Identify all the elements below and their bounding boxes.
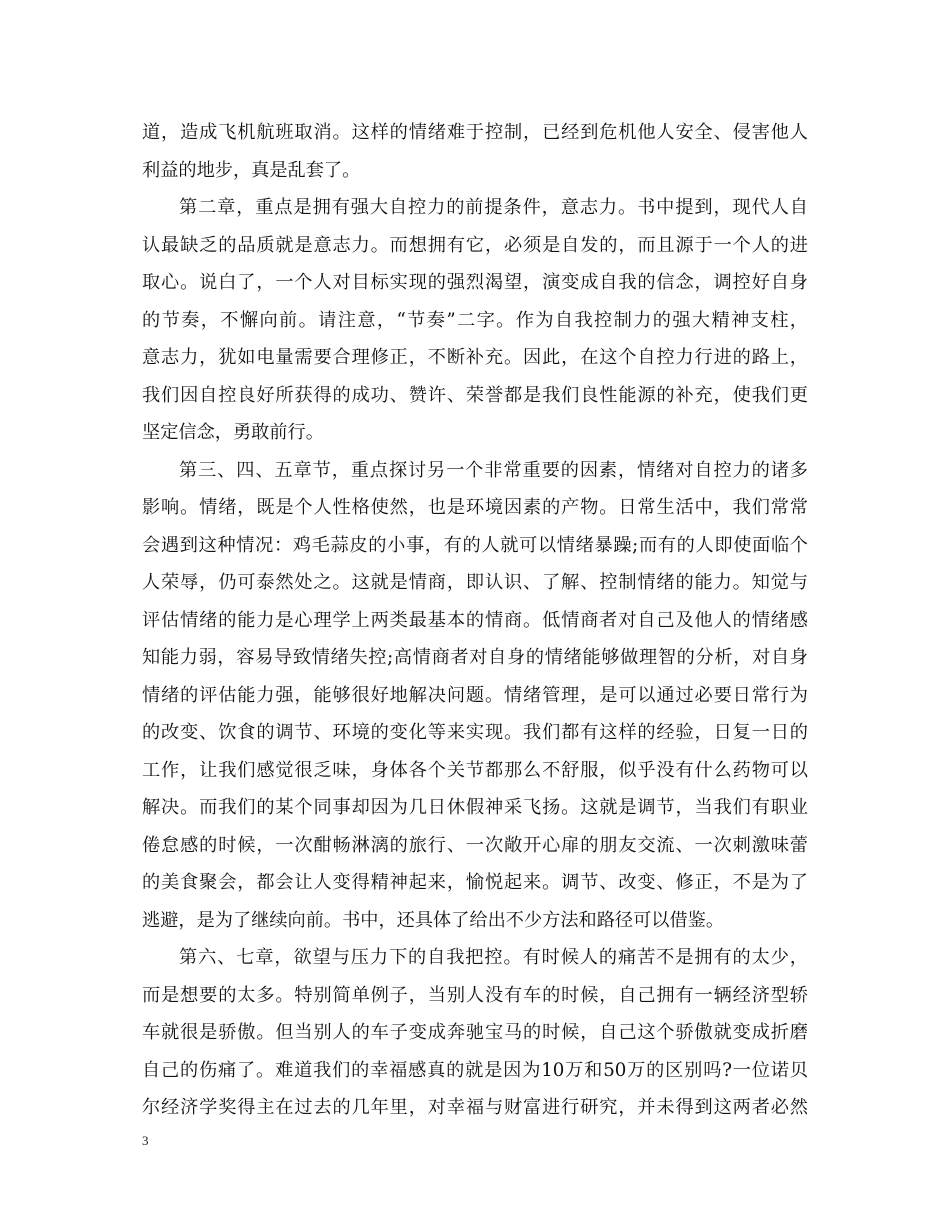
text-line: 人荣辱，仍可泰然处之。这就是情商，即认识、了解、控制情绪的能力。知觉与	[142, 572, 808, 593]
text-line: 尔经济学奖得主在过去的几年里，对幸福与财富进行研究，并未得到这两者必然	[142, 1097, 808, 1118]
text-line: 影响。情绪，既是个人性格使然，也是环境因素的产物。日常生活中，我们常常	[142, 497, 808, 518]
text-line: 我们因自控良好所获得的成功、赞许、荣誉都是我们良性能源的补充，使我们更	[142, 384, 808, 406]
text-line: 坚定信念，勇敢前行。	[142, 422, 324, 443]
text-line: 的改变、饮食的调节、环境的变化等来实现。我们都有这样的经验，日复一日的	[142, 722, 808, 743]
text-line: 而是想要的太多。特别简单例子，当别人没有车的时候，自己拥有一辆经济型轿	[142, 984, 808, 1006]
page-number: 3	[142, 1133, 149, 1148]
text-line: 情绪的评估能力强，能够很好地解决问题。情绪管理，是可以通过必要日常行为	[142, 684, 808, 706]
text-line: 第六、七章，欲望与压力下的自我把控。有时候人的痛苦不是拥有的太少，	[179, 947, 808, 968]
text-line: 第二章，重点是拥有强大自控力的前提条件，意志力。书中提到，现代人自	[179, 197, 808, 218]
text-line: 会遇到这种情况：鸡毛蒜皮的小事，有的人就可以情绪暴躁;而有的人即使面临个	[142, 534, 808, 556]
text-line: 取心。说白了，一个人对目标实现的强烈渴望，演变成自我的信念，调控好自身	[142, 272, 808, 293]
text-line: 工作，让我们感觉很乏味，身体各个关节都那么不舒服，似乎没有什么药物可以	[142, 759, 808, 781]
text-line: 解决。而我们的某个同事却因为几日休假神采飞扬。这就是调节，当我们有职业	[142, 797, 808, 818]
text-line: 倦怠感的时候，一次酣畅淋漓的旅行、一次敞开心扉的朋友交流、一次刺激味蕾	[142, 834, 808, 856]
text-line: 自己的伤痛了。难道我们的幸福感真的就是因为10万和50万的区别吗?一位诺贝	[142, 1059, 808, 1081]
text-line: 道，造成飞机航班取消。这样的情绪难于控制，已经到危机他人安全、侵害他人	[142, 122, 808, 143]
document-body	[142, 114, 808, 1127]
text-line: 逃避，是为了继续向前。书中，还具体了给出不少方法和路径可以借鉴。	[142, 909, 725, 931]
text-line: 的美食聚会，都会让人变得精神起来，愉悦起来。调节、改变、修正，不是为了	[142, 872, 808, 893]
text-line: 认最缺乏的品质就是意志力。而想拥有它，必须是自发的，而且源于一个人的进	[142, 234, 808, 256]
text-line: 意志力，犹如电量需要合理修正，不断补充。因此，在这个自控力行进的路上，	[142, 347, 808, 368]
text-line: 评估情绪的能力是心理学上两类最基本的情商。低情商者对自己及他人的情绪感	[142, 609, 808, 631]
text-line: 第三、四、五章节，重点探讨另一个非常重要的因素，情绪对自控力的诸多	[179, 459, 808, 481]
text-line: 车就很是骄傲。但当别人的车子变成奔驰宝马的时候，自己这个骄傲就变成折磨	[142, 1022, 808, 1043]
text-line: 知能力弱，容易导致情绪失控;高情商者对自身的情绪能够做理智的分析，对自身	[142, 647, 808, 668]
text-line: 的节奏，不懈向前。请注意，“节奏”二字。作为自我控制力的强大精神支柱，	[142, 309, 808, 331]
text-line: 利益的地步，真是乱套了。	[142, 159, 361, 181]
